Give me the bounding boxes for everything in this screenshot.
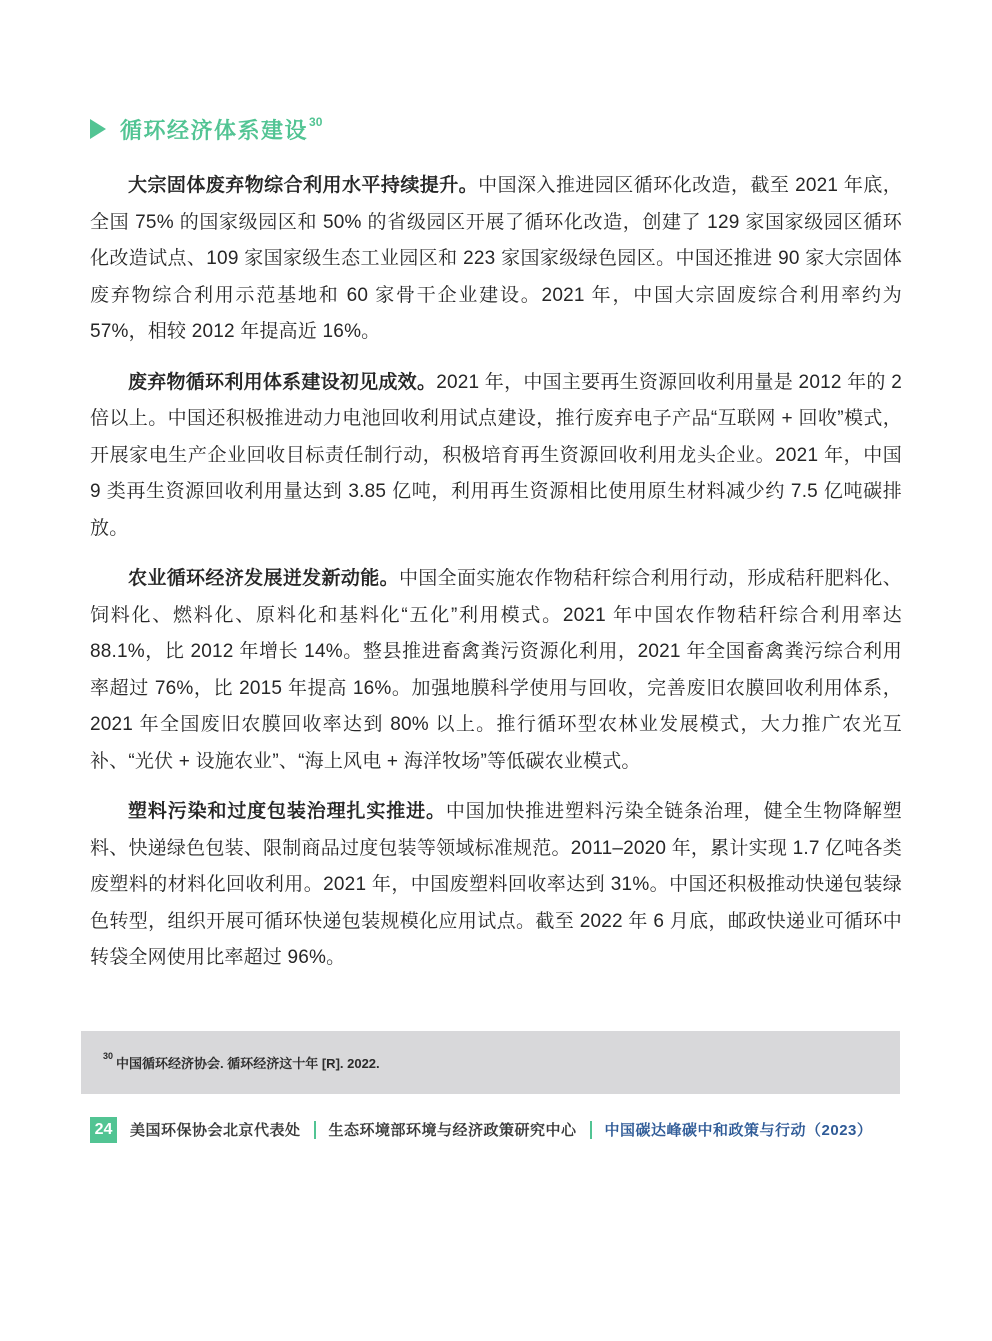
paragraph-body: 2021 年，中国主要再生资源回收利用量是 2012 年的 2 倍以上。中国还积极推进动力电池回收利用试点建设，推行废弃电子产品“互联网 + 回收”模式，开展家电生产企业回收目标责任制行动，积极培育再生资源回收利用龙头企业。2021 年，中国 9 类再生资源回收利用量达到 3.85 亿吨，利用再生资源相比使用原生材料减少约 7.5 亿吨碳排放。 (90, 371, 902, 539)
triangle-bullet-icon (90, 119, 106, 139)
paragraph-lead: 农业循环经济发展迸发新动能。 (128, 568, 399, 589)
paragraph-lead: 废弃物循环利用体系建设初见成效。 (128, 371, 437, 393)
footer-document-title: 中国碳达峰碳中和政策与行动（2023） (604, 1122, 873, 1139)
paragraph-lead: 大宗固体废弃物综合利用水平持续提升。 (128, 175, 479, 196)
footer-separator-icon (314, 1121, 316, 1139)
paragraph-lead: 塑料污染和过度包装治理扎实推进。 (128, 801, 446, 822)
page-number-badge: 24 (90, 1117, 117, 1143)
paragraph-waste-recycling (90, 365, 902, 548)
paragraph-plastic-packaging (90, 794, 902, 977)
footnote-text: 中国循环经济协会. 循环经济这十年 [R]. 2022. (116, 1055, 380, 1071)
footer-org-edf: 美国环保协会北京代表处 (130, 1122, 301, 1139)
section-title: 循环经济体系建设 (120, 117, 309, 143)
paragraph-solid-waste (90, 168, 902, 351)
paragraph-body: 中国全面实施农作物秸秆综合利用行动，形成秸秆肥料化、饲料化、燃料化、原料化和基料化“五化”利用模式。2021 年中国农作物秸秆综合利用率达 88.1%，比 2012 年增长 14%。整县推进畜禽粪污资源化利用，2021 年全国畜禽粪污综合利用率超过 76%，比 2015 年提高 16%。加强地膜科学使用与回收，完善废旧农膜回收利用体系，2021 年全国废旧农膜回收率达到 80% 以上。推行循环型农林业发展模式，大力推广农光互补、“光伏 + 设施农业”、“海上风电 + 海洋牧场”等低碳农业模式。 (90, 568, 902, 772)
page-footer (90, 1117, 902, 1143)
footer-separator-icon (590, 1121, 592, 1139)
footnote-marker: 30 (103, 1050, 114, 1061)
paragraph-body: 中国深入推进园区循环化改造，截至 2021 年底，全国 75% 的国家级园区和 50% 的省级园区开展了循环化改造，创建了 129 家国家级园区循环化改造试点、109 家国家级生态工业园区和 223 家国家级绿色园区。中国还推进 90 家大宗固体废弃物综合利用示范基地和 60 家骨干企业建设。2021 年，中国大宗固废综合利用率约为 57%，相较 2012 年提高近 16%。 (90, 175, 902, 342)
document-page (0, 113, 992, 1341)
section-heading (90, 113, 902, 145)
paragraph-agriculture (90, 561, 902, 780)
paragraph-body: 中国加快推进塑料污染全链条治理，健全生物降解塑料、快递绿色包装、限制商品过度包装等领域标准规范。2011–2020 年，累计实现 1.7 亿吨各类废塑料的材料化回收利用。2021 年，中国废塑料回收率达到 31%。中国还积极推动快递包装绿色转型，组织开展可循环快递包装规模化应用试点。截至 2022 年 6 月底，邮政快递业可循环中转袋全网使用比率超过 96%。 (90, 801, 902, 968)
section-footnote-ref: 30 (309, 115, 323, 129)
footnote (103, 1050, 380, 1072)
footnote-box (81, 1031, 900, 1094)
footer-org-prcee: 生态环境部环境与经济政策研究中心 (328, 1122, 577, 1139)
